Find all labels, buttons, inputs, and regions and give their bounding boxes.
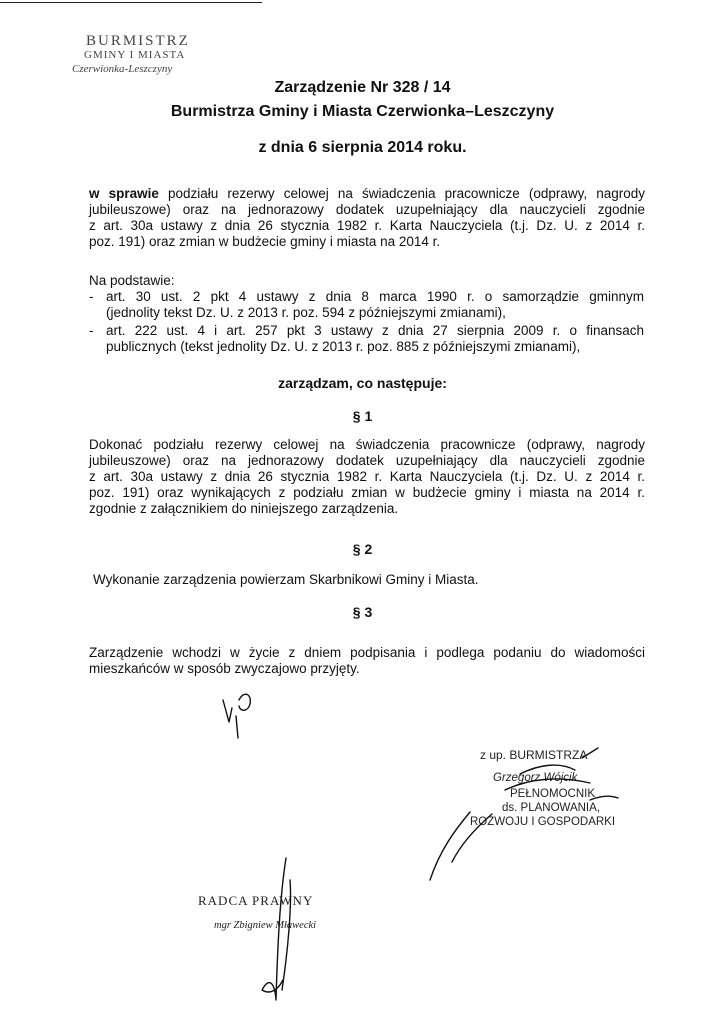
basis-item-line: art. 30 ust. 2 pkt 4 ustawy z dnia 8 marca 1990 r. o samorządzie gminnym <box>106 289 644 304</box>
legal-advisor-name: mgr Zbigniew Mławecki <box>214 920 317 931</box>
section-line: jubileuszowe) oraz na jednorazowy dodatek uzupełniający dla nauczycieli zgodnie <box>89 453 645 468</box>
signature-authorization: z up. BURMISTRZA <box>480 748 588 762</box>
basis-intro: Na podstawie: <box>89 273 175 288</box>
document-date: z dnia 6 sierpnia 2014 roku. <box>258 139 467 156</box>
subject-lead: w sprawie <box>89 186 159 201</box>
subject-line: z art. 30a ustawy z dnia 26 stycznia 1982 r. Karta Nauczyciela (t.j. Dz. U. z 2014 r. <box>89 218 645 233</box>
section-line: poz. 191) oraz wynikających z podziału zmian w budżecie gminy i miasta na 2014 r. <box>89 485 645 500</box>
basis-item-line: publicznych (tekst jednolity Dz. U. z 2013 r. poz. 885 z późniejszymi zmianami), <box>106 339 581 354</box>
decree-line: zarządzam, co następuje: <box>278 375 447 391</box>
stamp-line-1: BURMISTRZ <box>86 33 190 49</box>
section-heading: § 2 <box>352 541 373 557</box>
document-issuer: Burmistrza Gminy i Miasta Czerwionka–Leszczyny <box>170 103 555 120</box>
section-heading: § 3 <box>352 604 373 620</box>
initials-mark <box>223 694 250 738</box>
subject-line: podziału rezerwy celowej na świadczenia pracownicze (odprawy, nagrody <box>158 186 645 201</box>
subject-line: jubileuszowe) oraz na jednorazowy dodatek uzupełniający dla nauczycieli zgodnie <box>89 202 645 217</box>
signatory-title: ROZWOJU I GOSPODARKI <box>470 816 616 828</box>
subject-line: poz. 191) oraz zmian w budżecie gminy i miasta na 2014 r. <box>89 234 441 249</box>
left-signature-mark <box>262 858 291 1000</box>
section-heading: § 1 <box>352 408 373 424</box>
section-line: Dokonać podziału rezerwy celowej na świadczenia pracownicze (odprawy, nagrody <box>89 437 645 452</box>
section-line: mieszkańców w sposób zwyczajowo przyjęty. <box>89 661 360 676</box>
stamp-line-3: Czerwionka-Leszczyny <box>72 63 173 75</box>
section-line: z art. 30a ustawy z dnia 26 stycznia 1982 r. Karta Nauczyciela (t.j. Dz. U. z 2014 r. <box>89 469 645 484</box>
bullet-dash: - <box>89 323 94 338</box>
right-signature-mark <box>430 748 618 880</box>
stamp-line-2: GMINY I MIASTA <box>84 49 186 61</box>
section-line: Wykonanie zarządzenia powierzam Skarbnikowi Gminy i Miasta. <box>93 572 479 587</box>
signatory-name: Grzegorz Wójcik <box>493 772 578 784</box>
document-title: Zarządzenie Nr 328 / 14 <box>274 79 451 96</box>
bullet-dash: - <box>89 289 94 304</box>
basis-item-line: (jednolity tekst Dz. U. z 2013 r. poz. 594 z późniejszymi zmianami), <box>106 305 506 320</box>
basis-item-line: art. 222 ust. 4 i art. 257 pkt 3 ustawy z dnia 27 sierpnia 2009 r. o finansach <box>106 323 644 338</box>
legal-advisor-stamp: RADCA PRAWNY <box>198 893 314 908</box>
section-line: zgodnie z załącznikiem do niniejszego zarządzenia. <box>89 501 399 516</box>
section-line: Zarządzenie wchodzi w życie z dniem podpisania i podlega podaniu do wiadomości <box>89 645 645 660</box>
signatory-title: ds. PLANOWANIA, <box>502 802 600 814</box>
signatory-title: PEŁNOMOCNIK <box>510 788 595 800</box>
